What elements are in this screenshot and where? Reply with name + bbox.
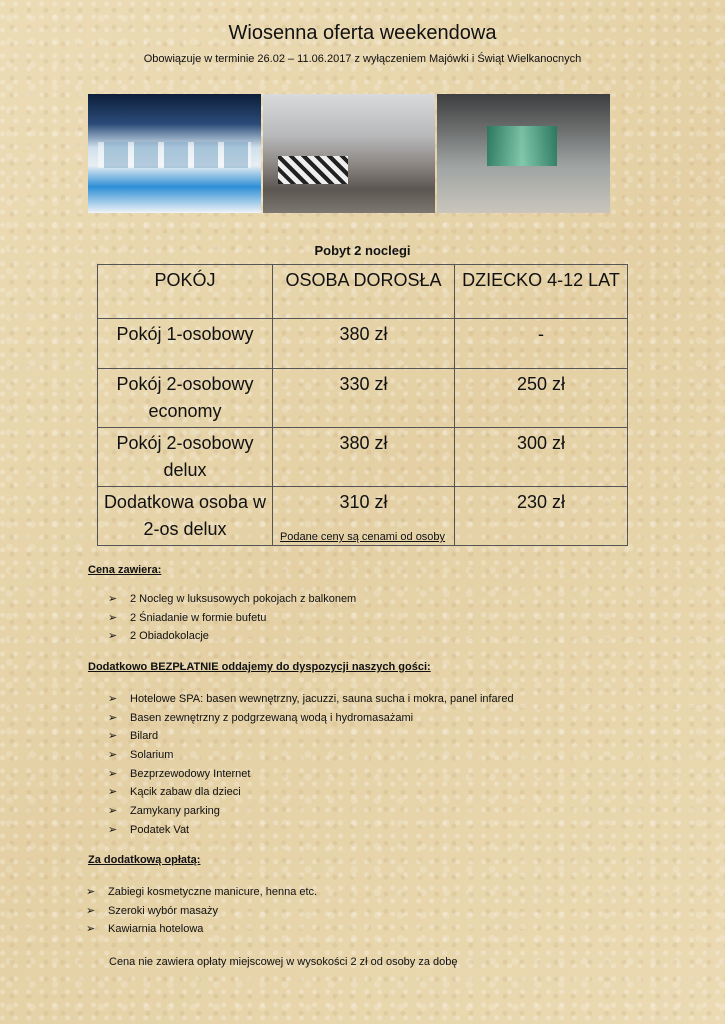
list-item: ➢ Kawiarnia hotelowa — [86, 920, 317, 939]
adult-price-cell: 380 zł — [273, 319, 455, 369]
extra-list — [86, 883, 317, 939]
list-item: ➢ 2 Nocleg w luksusowych pokojach z balkonem — [108, 590, 356, 609]
list-item: ➢ 2 Śniadanie w formie bufetu — [108, 609, 356, 628]
child-price-cell: - — [455, 319, 628, 369]
column-header-room: POKÓJ — [98, 265, 273, 319]
page-subtitle: Obowiązuje w terminie 26.02 – 11.06.2017 z wyłączeniem Majówki i Świąt Wielkanocnych — [143, 53, 582, 65]
list-item: ➢ Podatek Vat — [108, 821, 514, 840]
price-table — [97, 264, 628, 546]
hotel-room-photo — [263, 94, 436, 213]
free-heading: Dodatkowo BEZPŁATNIE oddajemy do dyspozycji naszych gości: — [88, 661, 431, 673]
free-list — [108, 690, 514, 840]
page-title: Wiosenna oferta weekendowa — [228, 22, 497, 44]
includes-list — [108, 590, 356, 646]
adult-price-cell: 310 zł — [273, 487, 455, 546]
list-item: ➢ Zamykany parking — [108, 802, 514, 821]
list-item: ➢ 2 Obiadokolacje — [108, 627, 356, 646]
room-cell: Pokój 2-osobowy delux — [98, 428, 273, 487]
child-price-cell: 250 zł — [455, 369, 628, 428]
list-item: ➢ Bilard — [108, 727, 514, 746]
room-cell: Pokój 1-osobowy — [98, 319, 273, 369]
adult-price-cell: 330 zł — [273, 369, 455, 428]
list-item: ➢ Bezprzewodowy Internet — [108, 765, 514, 784]
table-row — [98, 319, 628, 369]
list-item: ➢ Basen zewnętrzny z podgrzewaną wodą i hydromasażami — [108, 709, 514, 728]
list-item: ➢ Kącik zabaw dla dzieci — [108, 783, 514, 802]
room-cell: Pokój 2-osobowy economy — [98, 369, 273, 428]
table-row — [98, 428, 628, 487]
adult-price-cell: 380 zł — [273, 428, 455, 487]
list-item: ➢ Hotelowe SPA: basen wewnętrzny, jacuzzi, sauna sucha i mokra, panel infared — [108, 690, 514, 709]
spa-room-photo — [437, 94, 610, 213]
column-header-child: DZIECKO 4-12 LAT — [455, 265, 628, 319]
table-caption: Pobyt 2 noclegi — [314, 243, 411, 258]
column-header-adult: OSOBA DOROSŁA — [273, 265, 455, 319]
price-note: Podane ceny są cenami od osoby — [279, 531, 446, 543]
list-item: ➢ Zabiegi kosmetyczne manicure, henna etc. — [86, 883, 317, 902]
room-cell: Dodatkowa osoba w 2-os delux — [98, 487, 273, 546]
list-item: ➢ Solarium — [108, 746, 514, 765]
pool-photo — [88, 94, 261, 213]
includes-heading: Cena zawiera: — [88, 564, 162, 576]
list-item: ➢ Szeroki wybór masaży — [86, 902, 317, 921]
table-header-row — [98, 265, 628, 319]
extra-heading: Za dodatkową opłatą: — [88, 854, 201, 866]
child-price-cell: 230 zł — [455, 487, 628, 546]
photo-strip — [88, 94, 610, 213]
footer-note: Cena nie zawiera opłaty miejscowej w wysokości 2 zł od osoby za dobę — [109, 956, 458, 968]
child-price-cell: 300 zł — [455, 428, 628, 487]
table-row — [98, 369, 628, 428]
